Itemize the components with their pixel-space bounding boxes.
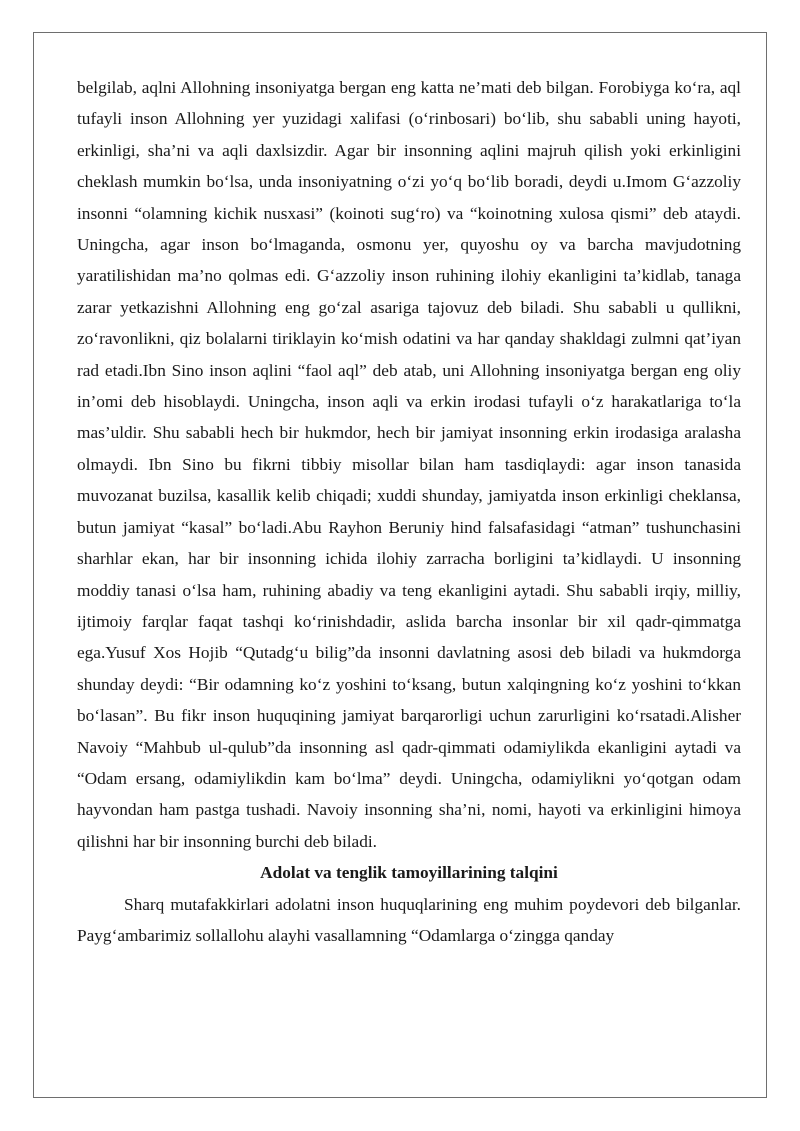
- body-paragraph: belgilab, aqlni Allohning insoniyatga bergan eng katta ne’mati deb bilgan. Forobiyga ko‘ra, aql tufayli inson Allohning yer yuzidagi xalifasi (o‘rinbosari) bo‘lib, shu sababli uning hayoti, erkinligi, sha’ni va aqli daxlsizdir. Agar bir insonning aqlini majruh qilish yoki erkinligini cheklash mumkin bo‘lsa, unda insoniyatning o‘zi yo‘q bo‘lib boradi, deydi u.Imom G‘azzoliy insonni “olamning kichik nusxasi” (koinoti sug‘ro) va “koinotning xulosa qismi” deb ataydi. Uningcha, agar inson bo‘lmaganda, osmonu yer, quyoshu oy va barcha mavjudotning yaratilishidan ma’no qolmas edi. G‘azzoliy inson ruhining ilohiy ekanligini ta’kidlab, tanaga zarar yetkazishni Allohning eng go‘zal asariga tajovuz deb biladi. Shu sababli u qullikni, zo‘ravonlikni, qiz bolalarni tiriklayin ko‘mish odatini va har qanday shakldagi zulmni qat’iyan rad etadi.Ibn Sino inson aqlini “faol aql” deb atab, uni Allohning insoniyatga bergan eng oliy in’omi deb hisoblaydi. Uningcha, inson aqli va erkin irodasi tufayli o‘z harakatlariga to‘la mas’uldir. Shu sababli hech bir hukmdor, hech bir jamiyat insonning erkin irodasiga aralasha olmaydi. Ibn Sino bu fikrni tibbiy misollar bilan ham tasdiqlaydi: agar inson tanasida muvozanat buzilsa, kasallik kelib chiqadi; xuddi shunday, jamiyatda inson erkinligi cheklansa, butun jamiyat “kasal” bo‘ladi.Abu Rayhon Beruniy hind falsafasidagi “atman” tushunchasini sharhlar ekan, har bir insonning ichida ilohiy zarracha borligini ta’kidlaydi. U insonning moddiy tanasi o‘lsa ham, ruhining abadiy va teng ekanligini aytadi. Shu sababli irqiy, milliy, ijtimoiy farqlar faqat tashqi ko‘rinishdadir, aslida barcha insonlar bir xil qadr-qimmatga ega.Yusuf Xos Hojib “Qutadg‘u bilig”da insonni davlatning asosi deb biladi va hukmdorga shunday deydi: “Bir odamning ko‘z yoshini to‘ksang, butun xalqingning ko‘z yoshini to‘kkan bo‘lasan”. Bu fikr inson huquqining jamiyat barqarorligi uchun zarurligini ko‘rsatadi.Alisher Navoiy “Mahbub ul-qulub”da insonning asl qadr-qimmati odamiylikda ekanligini aytadi va “Odam ersang, odamiylikdin kam bo‘lma” deydi. Uningcha, odamiylikni yo‘qotgan odam hayvondan ham pastga tushadi. Navoiy insonning sha’ni, nomi, hayoti va erkinligini himoya qilishni har bir insonning burchi deb biladi.: [77, 78, 741, 851]
- document-body: [77, 72, 741, 951]
- section-heading: Adolat va tenglik tamoyillarining talqini: [260, 863, 558, 883]
- body-paragraph-continued: Sharq mutafakkirlari adolatni inson huquqlarining eng muhim poydevori deb bilganlar. Payg‘ambarimiz sollallohu alayhi vasallamning “Odamlarga o‘zingga qanday: [77, 894, 741, 945]
